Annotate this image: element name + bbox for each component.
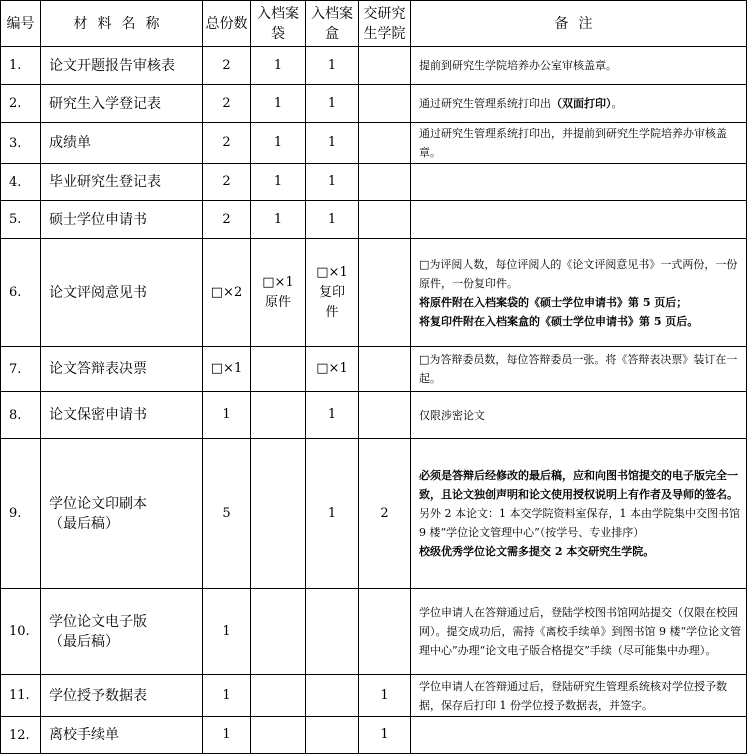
row-bag: 1 [251,201,306,239]
header-bag: 入档案袋 [251,1,306,47]
row-note: □为答辩委员数，每位答辩委员一张。将《答辩表决票》装订在一起。 [411,347,747,392]
row-box: 1 [306,392,359,439]
row-box [306,675,359,717]
row-school [359,589,411,675]
row-school: 1 [359,717,411,754]
header-name: 材料名称 [41,1,203,47]
row-bag [251,239,306,347]
row-total: 2 [203,201,251,239]
row-no: 9. [1,439,41,589]
table-row [1,164,747,201]
row-name: 学位授予数据表 [41,675,203,717]
row-no: 8. [1,392,41,439]
row-school [359,239,411,347]
note-text: 另外 2 本论文：1 本交学院资料室保存，1 本由学院集中交图书馆 9 楼“学位论文管理中心”（按学号、专业排序） [419,507,740,539]
header-no: 编号 [1,1,41,47]
row-school [359,201,411,239]
note-bold: 将复印件附在入档案盒的《硕士学位申请书》第 5 页后。 [419,314,699,328]
row-box [306,589,359,675]
row-school [359,123,411,164]
row-bag [251,347,306,392]
row-bag: 1 [251,123,306,164]
row-school [359,85,411,123]
table-row [1,123,747,164]
row-note [411,164,747,201]
row-no: 4. [1,164,41,201]
row-box: □×1 [306,347,359,392]
row-school [359,392,411,439]
row-bag [251,717,306,754]
row-note: 学位申请人在答辩通过后，登陆研究生管理系统核对学位授予数据，保存后打印 1 份学位授予数据表，并签字。 [411,675,747,717]
row-total: 1 [203,717,251,754]
table-row [1,589,747,675]
row-no: 10. [1,589,41,675]
box-count: □×1 [316,264,348,280]
table-row [1,347,747,392]
row-no: 12. [1,717,41,754]
note-text: 通过研究生管理系统打印出 [419,97,551,110]
row-name: 硕士学位申请书 [41,201,203,239]
row-note: 通过研究生管理系统打印出，并提前到研究生学院培养办审核盖章。 [411,123,747,164]
row-name: 论文答辩表决票 [41,347,203,392]
row-note: 学位申请人在答辩通过后，登陆学校图书馆网站提交（仅限在校园网）。提交成功后，需持《离校手续单》到图书馆 9 楼“学位论文管理中心”办理“论文电子版合格提交”手续（尽可能集中办理）。 [411,589,747,675]
note-bold: 校级优秀学位论文需多提交 2 本交研究生学院。 [419,545,655,558]
row-box [306,717,359,754]
row-school [359,347,411,392]
row-name: 研究生入学登记表 [41,85,203,123]
row-total: 2 [203,164,251,201]
row-no: 5. [1,201,41,239]
row-bag: 1 [251,47,306,85]
row-total: □×2 [203,239,251,347]
row-note [411,85,747,123]
header-total: 总份数 [203,1,251,47]
row-name: 论文评阅意见书 [41,239,203,347]
row-name: 论文开题报告审核表 [41,47,203,85]
row-bag: 1 [251,85,306,123]
row-school [359,47,411,85]
header-remark: 备注 [411,1,747,47]
table-row [1,239,747,347]
row-note [411,201,747,239]
table-row [1,675,747,717]
row-box: 1 [306,47,359,85]
bag-type: 原件 [264,294,291,310]
note-end: 。 [611,97,623,110]
row-name-main: 学位论文电子版 [49,613,147,630]
table-row [1,717,747,754]
row-box: 1 [306,164,359,201]
row-total: 2 [203,85,251,123]
row-name [41,439,203,589]
row-bag [251,675,306,717]
row-bag [251,439,306,589]
row-name: 成绩单 [41,123,203,164]
row-school [359,164,411,201]
row-name-sub: （最后稿） [49,633,119,650]
row-note [411,439,747,589]
table-row [1,201,747,239]
note-bold: 必须是答辩后经修改的最后稿，应和向图书馆提交的电子版完全一致，且论文独创声明和论文使用授权说明上有作者及导师的签名。 [419,469,738,501]
row-bag: 1 [251,164,306,201]
row-box: 1 [306,201,359,239]
row-name-sub: （最后稿） [49,515,119,532]
bag-count: □×1 [262,274,294,290]
row-school: 1 [359,675,411,717]
table-row [1,439,747,589]
header-school: 交研究生学院 [359,1,411,47]
note-text: □为评阅人数，每位评阅人的《论文评阅意见书》一式两份，一份原件，一份复印件。 [419,257,738,290]
row-no: 1. [1,47,41,85]
row-total: 5 [203,439,251,589]
row-no: 6. [1,239,41,347]
header-row [1,1,747,47]
table-row [1,392,747,439]
row-school: 2 [359,439,411,589]
table-row [1,47,747,85]
row-no: 3. [1,123,41,164]
row-note [411,717,747,754]
table-row [1,85,747,123]
row-note: 仅限涉密论文 [411,392,747,439]
row-total: □×1 [203,347,251,392]
row-total: 1 [203,392,251,439]
row-box: 1 [306,123,359,164]
row-total: 2 [203,123,251,164]
row-note: 提前到研究生学院培养办公室审核盖章。 [411,47,747,85]
row-total: 2 [203,47,251,85]
note-bold: （双面打印） [551,97,612,110]
header-box: 入档案盒 [306,1,359,47]
row-box [306,239,359,347]
row-bag [251,392,306,439]
row-note [411,239,747,347]
row-box: 1 [306,439,359,589]
row-box: 1 [306,85,359,123]
row-no: 7. [1,347,41,392]
row-total: 1 [203,675,251,717]
box-type-cont: 件 [325,304,339,320]
note-bold: 将原件附在入档案袋的《硕士学位申请书》第 5 页后； [419,295,688,309]
row-name [41,589,203,675]
box-type: 复印 [318,284,345,300]
row-name-main: 学位论文印刷本 [49,495,147,512]
row-bag [251,589,306,675]
row-no: 11. [1,675,41,717]
row-no: 2. [1,85,41,123]
row-name: 离校手续单 [41,717,203,754]
row-name: 论文保密申请书 [41,392,203,439]
row-total: 1 [203,589,251,675]
row-name: 毕业研究生登记表 [41,164,203,201]
